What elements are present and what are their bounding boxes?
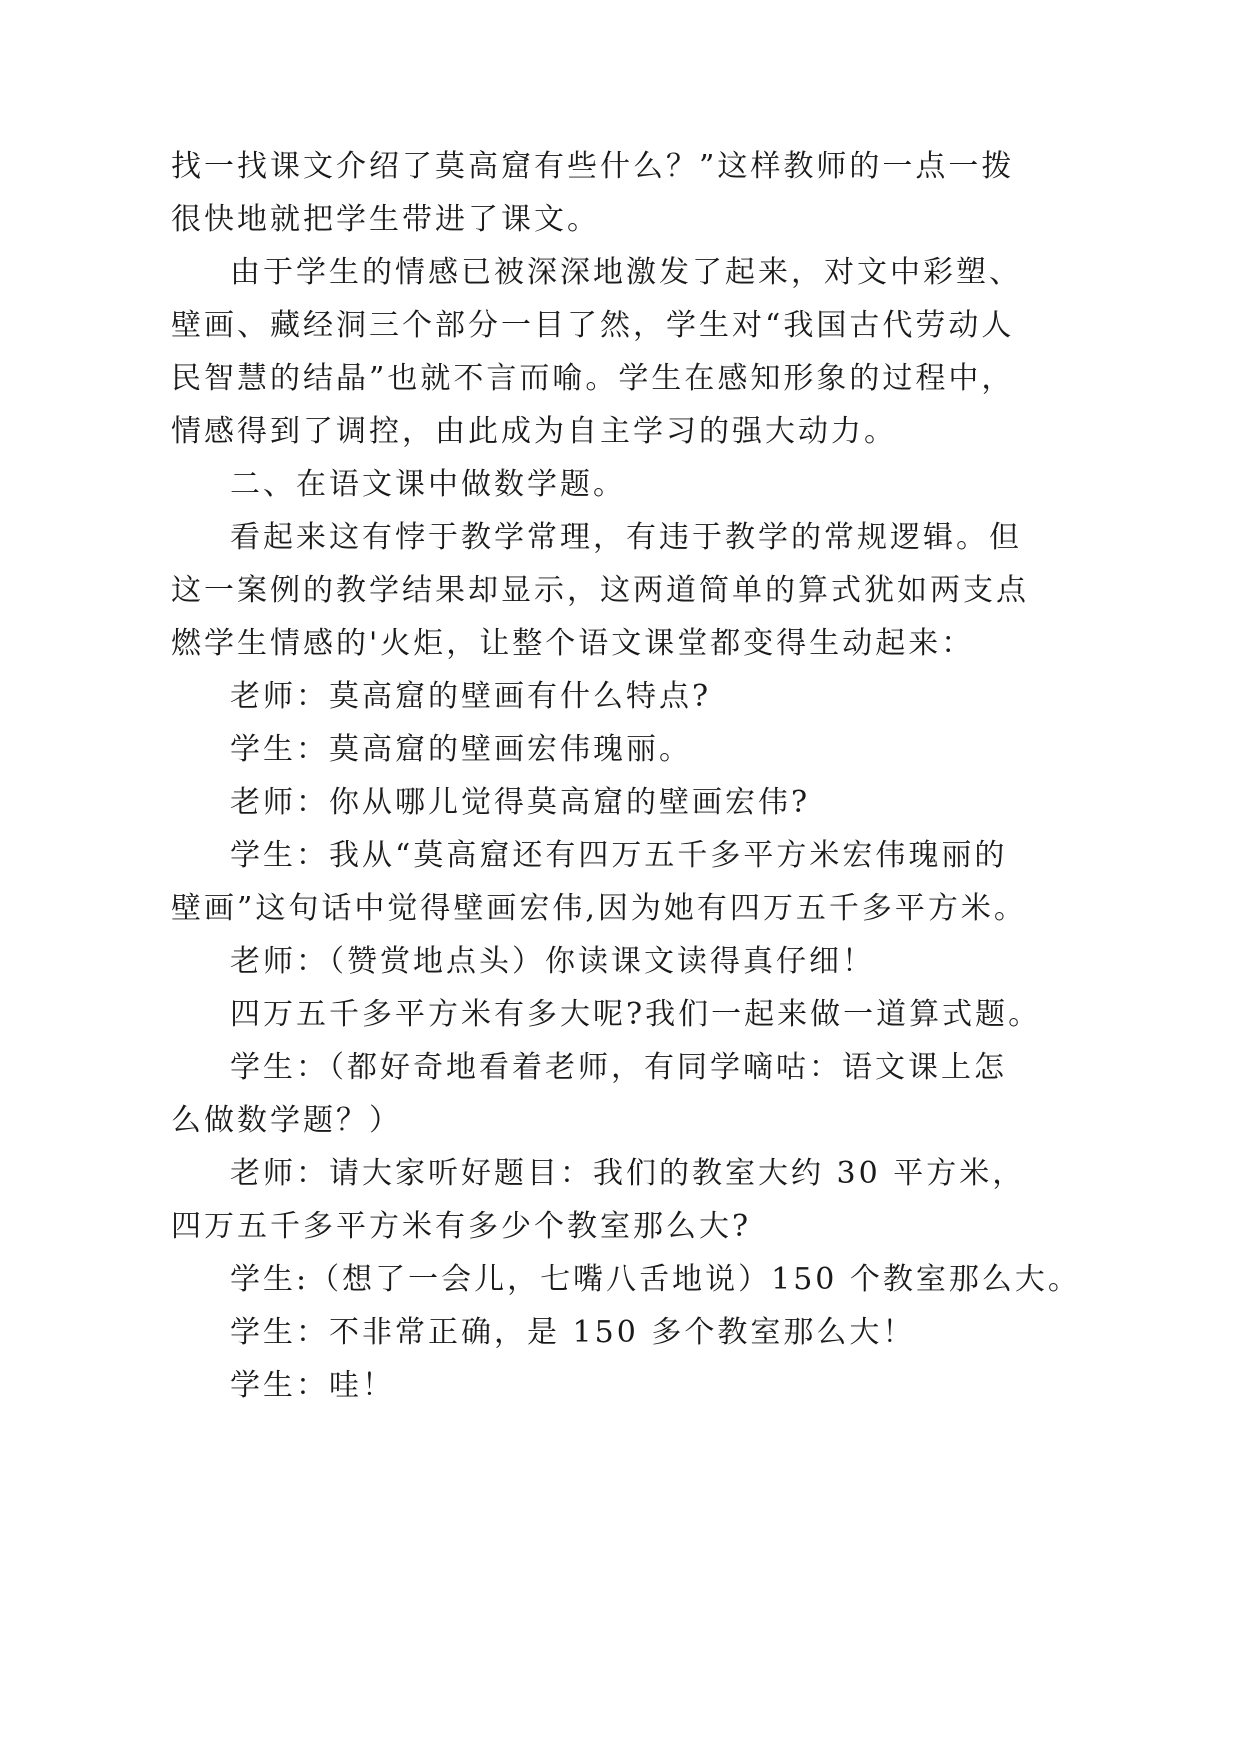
paragraph-start: 看起来这有悖于教学常理，有违于教学的常规逻辑。但 [230, 520, 1022, 555]
dialogue-line: 老师：（赞赏地点头）你读课文读得真仔细！ [230, 944, 875, 979]
dialogue-line: 学生:（想了一会儿，七嘴八舌地说）150 个教室那么大。 [230, 1262, 1081, 1297]
section-heading: 二、在语文课中做数学题。 [230, 467, 626, 502]
text-line: 燃学生情感的'火炬，让整个语文课堂都变得生动起来： [171, 626, 975, 661]
dialogue-line: 学生：不非常正确，是 150 多个教室那么大！ [230, 1315, 916, 1350]
dialogue-line: 老师：你从哪儿觉得莫高窟的壁画宏伟? [230, 785, 811, 820]
paragraph-start: 由于学生的情感已被深深地激发了起来，对文中彩塑、 [230, 255, 1022, 290]
text-line: 么做数学题？） [171, 1103, 402, 1138]
text-line: 壁画、藏经洞三个部分一目了然，学生对“我国古代劳动人 [171, 308, 1015, 343]
dialogue-line: 学生：我从“莫高窟还有四万五千多平方米宏伟瑰丽的 [230, 838, 1008, 873]
text-line: 很快地就把学生带进了课文。 [171, 202, 600, 237]
text-line: 情感得到了调控，由此成为自主学习的强大动力。 [171, 414, 897, 449]
paragraph-start: 四万五千多平方米有多大呢?我们一起来做一道算式题。 [230, 997, 1042, 1032]
dialogue-line: 老师：请大家听好题目：我们的教室大约 30 平方米， [230, 1156, 1026, 1191]
text-line: 壁画”这句话中觉得壁画宏伟,因为她有四万五千多平方米。 [171, 891, 1027, 926]
text-line: 四万五千多平方米有多少个教室那么大? [171, 1209, 752, 1244]
dialogue-line: 学生：哇！ [230, 1368, 395, 1403]
text-line: 找一找课文介绍了莫高窟有些什么？”这样教师的一点一拨 [171, 149, 1015, 184]
text-line: 这一案例的教学结果却显示，这两道简单的算式犹如两支点 [171, 573, 1029, 608]
text-line: 民智慧的结晶”也就不言而喻。学生在感知形象的过程中， [171, 361, 1015, 396]
dialogue-line: 学生：莫高窟的壁画宏伟瑰丽。 [230, 732, 692, 767]
dialogue-line: 老师：莫高窟的壁画有什么特点? [230, 679, 712, 714]
dialogue-line: 学生：（都好奇地看着老师，有同学嘀咕：语文课上怎 [230, 1050, 1007, 1085]
